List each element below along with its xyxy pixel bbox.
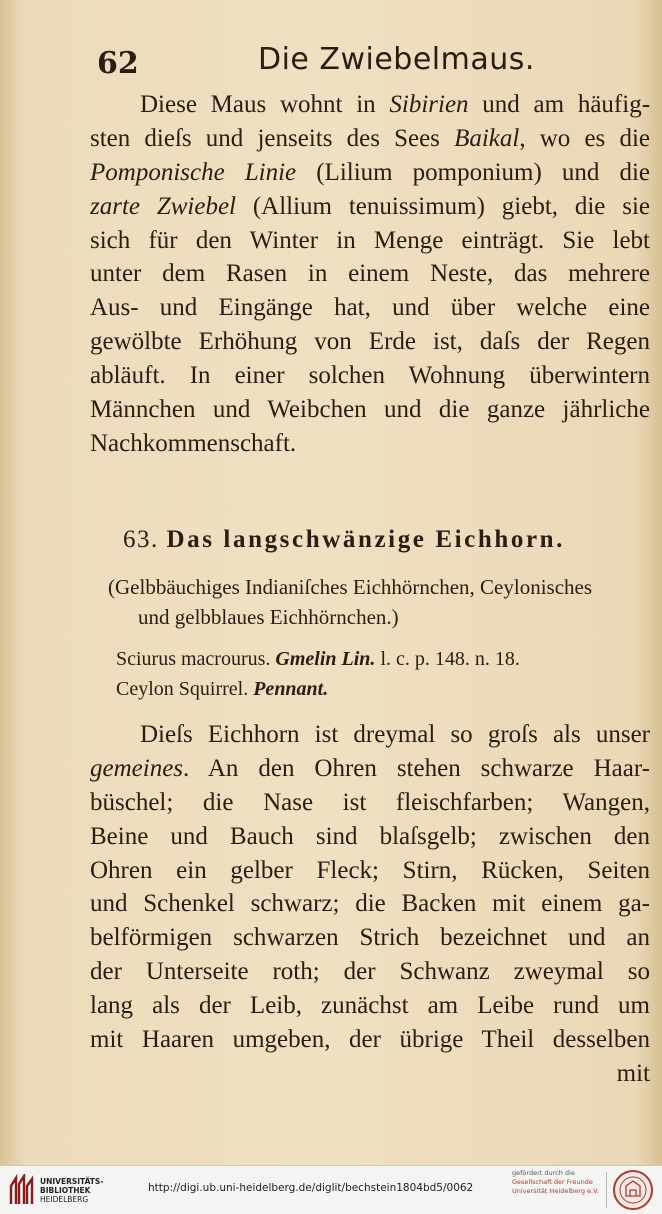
references <box>116 644 520 704</box>
text-line: belförmigen schwarzen Strich bezeichnet und an <box>90 924 650 952</box>
library-name-line: BIBLIOTHEK <box>40 1186 91 1195</box>
reference-line <box>116 674 520 704</box>
text-line: zarte Zwiebel (Allium tenuissimum) giebt, die sie <box>90 192 650 220</box>
library-name-line: HEIDELBERG <box>40 1195 89 1204</box>
divider <box>606 1172 607 1208</box>
text-line: Männchen und Weibchen und die ganze jährliche <box>90 396 650 424</box>
sponsor-line: Universität Heidelberg e.V. <box>512 1187 599 1195</box>
text-line: und Schenkel schwarz; die Backen mit einem ga- <box>90 890 650 918</box>
page-number: 62 <box>97 46 139 81</box>
text-line: abläuft. In einer solchen Wohnung überwintern <box>90 362 650 390</box>
synonyms-line: (Gelbbäuchiges Indianiſches Eichhörnchen, Ceylonisches <box>108 575 593 599</box>
section-title: Das langschwänzige Eichhorn. <box>166 526 566 553</box>
library-name <box>40 1177 103 1204</box>
running-title: Die Zwiebelmaus. <box>258 42 535 77</box>
sponsor-line: Gesellschaft der Freunde <box>512 1178 593 1186</box>
reference-author: Pennant. <box>253 678 329 700</box>
reference-line <box>116 644 520 674</box>
permalink-url[interactable]: http://digi.ub.uni-heidelberg.de/diglit/bechstein1804bd5/0062 <box>148 1182 474 1194</box>
paragraph-eichhorn <box>90 718 650 1091</box>
sponsor-line: gefördert durch die <box>512 1169 575 1177</box>
society-seal-icon <box>612 1169 654 1211</box>
text-line: büschel; die Nase ist fleischfarben; Wangen, <box>90 788 650 816</box>
text-line: Diese Maus wohnt in Sibirien und am häufig- <box>140 91 650 118</box>
page-header <box>0 40 662 90</box>
digitization-footer <box>0 1165 662 1214</box>
text-line: gemeines. An den Ohren stehen schwarze Haar- <box>90 754 650 782</box>
text-line: Nachkommenschaft. <box>90 429 297 457</box>
reference-author: Gmelin Lin. <box>275 648 376 670</box>
reference-name: Ceylon Squirrel. <box>116 678 249 700</box>
text-line: sich für den Winter in Menge einträgt. Sie lebt <box>90 226 650 254</box>
text-line: Ohren ein gelber Fleck; Stirn, Rücken, Seiten <box>90 856 650 884</box>
text-line: mit Haaren umgeben, der übrige Theil desselben <box>90 1026 650 1054</box>
paragraph-zwiebelmaus <box>90 88 650 461</box>
text-line: unter dem Rasen in einem Neste, das mehrere <box>90 260 650 288</box>
text-line: Pomponische Linie (Lilium pomponium) und die <box>90 158 650 186</box>
section-number: 63. <box>123 526 159 553</box>
text-line: lang als der Leib, zunächst am Leibe rund um <box>90 992 650 1020</box>
reference-citation: l. c. p. 148. n. 18. <box>380 648 520 670</box>
text-line: Beine und Bauch sind blaſsgelb; zwischen den <box>90 822 650 850</box>
text-line: Dieſs Eichhorn ist dreymal so groſs als unser <box>140 721 650 748</box>
sponsor-text <box>512 1169 599 1196</box>
section-heading <box>123 526 565 554</box>
text-line: Aus- und Eingänge hat, und über welche eine <box>90 294 650 322</box>
text-line: mit <box>616 1059 650 1087</box>
university-library-logo-icon <box>8 1174 36 1206</box>
text-line: der Unterseite roth; der Schwanz zweymal so <box>90 958 650 986</box>
text-line: sten dieſs und jenseits des Sees Baikal, wo es die <box>90 124 650 152</box>
text-line: gewölbte Erhöhung von Erde ist, daſs der Regen <box>90 328 650 356</box>
synonyms-line: und gelbblaues Eichhörnchen.) <box>138 605 399 629</box>
synonyms <box>108 572 592 632</box>
reference-name: Sciurus macrourus. <box>116 648 271 670</box>
library-name-line: UNIVERSITÄTS- <box>40 1177 104 1186</box>
